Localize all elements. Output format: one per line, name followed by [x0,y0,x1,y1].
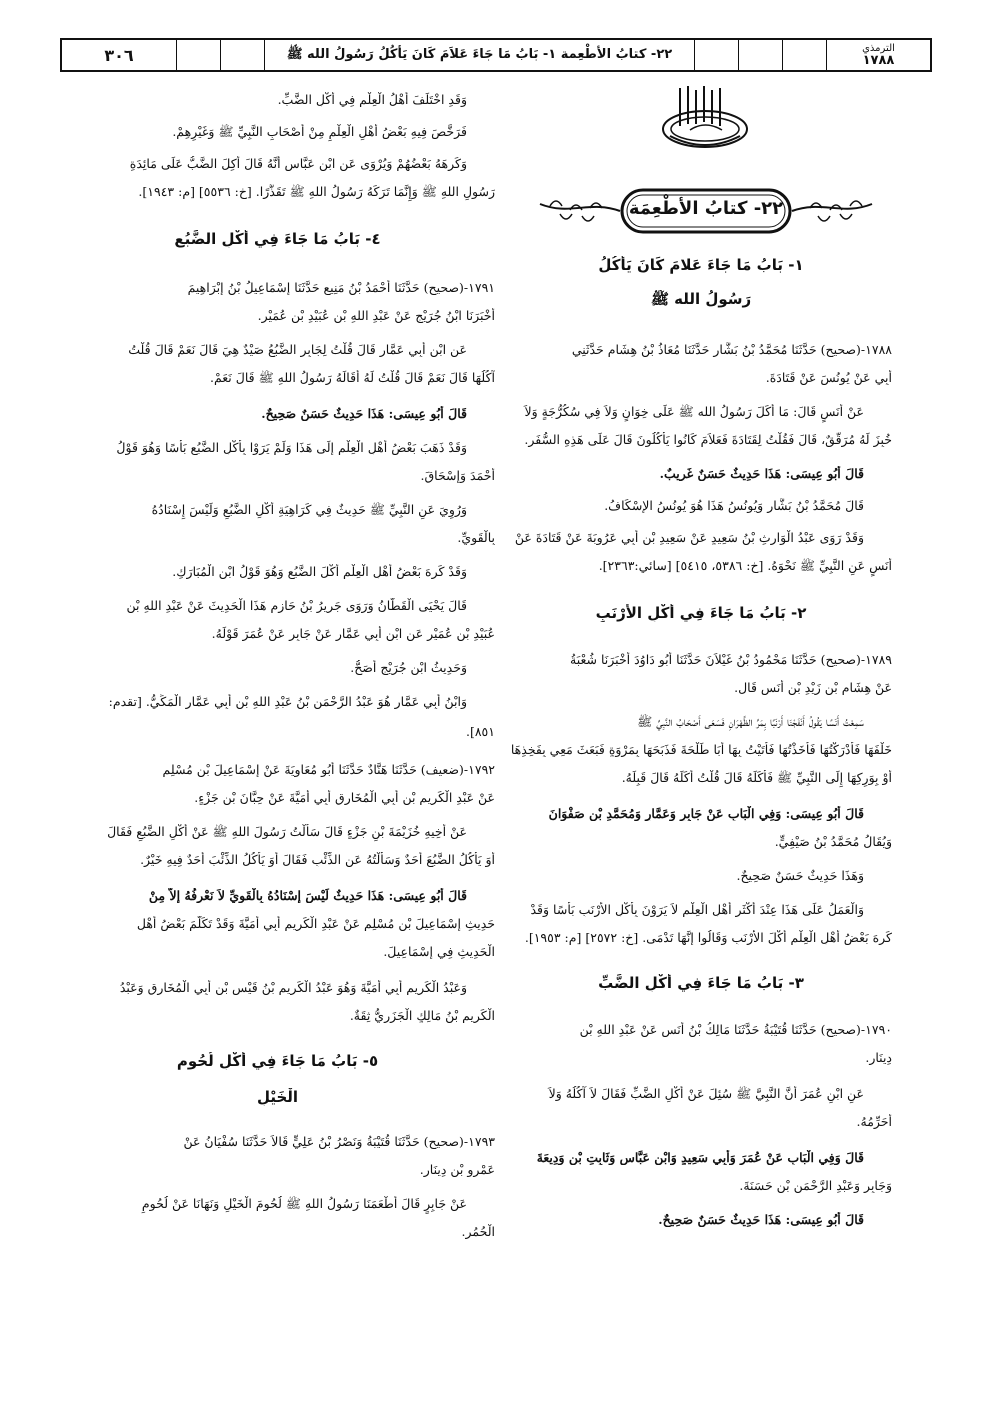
header-empty-cell [782,40,826,70]
hadith-1793-line: عَمْرِو بْنِ دِينَارٍ. [419,1162,495,1177]
hadith-1788-line: ١٧٨٨-(صحيح) حَدَّثَنَا مُحَمَّدُ بْنُ بَشَّارٍ حَدَّثَنَا مُعَاذُ بْنُ هِشَامٍ حَدَّثَنِي [571,342,892,357]
commentary-line: وَكَرِهَهُ بَعْضُهُمْ وَيُرْوَى عَنِ ابْنِ عَبَّاسٍ أَنَّهُ قَالَ أُكِلَ الضَّبُّ عَلَى مَائِدَةِ [129,156,467,171]
hadith-1790-line: ١٧٩٠-(صحيح) حَدَّثَنَا قُتَيْبَةُ حَدَّثَنَا مَالِكُ بْنُ أَنَسٍ عَنْ عَبْدِ اللهِ بْنِ [579,1022,892,1037]
hadith-1789-line: عَنْ هِشَامِ بْنِ زَيْدِ بْنِ أَنَسٍ قَال. [734,680,892,695]
commentary-line: وَرُوِيَ عَنِ النَّبِيِّ ﷺ حَدِيثٌ فِي كَرَاهِيَةِ أَكْلِ الضَّبُعِ وَلَيْسَ إِسْنَادُهُ [151,502,467,517]
bab-4-heading: ٤- بَابُ مَا جَاءَ فِي أَكْلِ الضَّبُعِ [174,230,381,248]
hadith-1792-line: ١٧٩٢-(ضعيف) حَدَّثَنَا هَنَّادٌ حَدَّثَنَا أَبُو مُعَاوِيَةَ عَنْ إِسْمَاعِيلَ بْنِ مُسْلِمٍ [162,762,495,777]
hadith-1793-matn: الْحُمُرِ. [461,1224,495,1239]
header-empty-cell [694,40,738,70]
commentary-line: وَالْعَمَلُ عَلَى هَذَا عِنْدَ أَكْثَرِ أَهْلِ الْعِلْمِ لاَ يَرَوْنَ بِأَكْلِ الأَرْنَبِ بَأْسًا وَقَدْ [530,902,864,917]
commentary-line: قَالَ يَحْيَى الْقَطَّانُ وَرَوَى جَرِيرُ بْنُ حَازِمٍ هَذَا الْحَدِيثَ عَنْ عَبْدِ اللهِ بْنِ [126,598,467,613]
hadith-1789-matn: أَوْ بِوَرِكِهَا إِلَى النَّبِيِّ ﷺ فَأَكَلَهُ قَالَ قُلْتُ أَكَلَهُ قَالَ قَبِلَهُ. [621,770,892,785]
hadith-1791-matn: عَنِ ابْنِ أَبِي عَمَّارٍ قَالَ قُلْتُ لِجَابِرٍ الضَّبُعُ صَيْدٌ هِيَ قَالَ نَعَمْ قَالَ قُلْتُ [128,342,467,357]
header-reference [826,40,930,70]
commentary-line: وَيُقَالُ مُحَمَّدُ بْنُ صَيْفِيٍّ. [774,834,892,849]
hadith-1789-matn: سَمِعْتُ أَنَسًا يَقُولُ أَنْفَجْنَا أَرْنَبًا بِمَرِّ الظَّهْرَانِ فَسَعَى أَصْحَابُ النَّبِيِّ ﷺ [637,714,864,729]
abu-isa-comment: قَالَ أَبُو عِيسَى: هَذَا حَدِيثٌ حَسَنٌ غَرِيبٌ. [659,466,864,481]
hadith-1790-line: دِينَارٍ. [865,1050,892,1065]
commentary-line: وَجَابِرٍ وَعَبْدِ الرَّحْمَنِ بْنِ حَسَنَةَ. [739,1178,892,1193]
header-hadith-range: ١٧٨٨ [862,53,895,68]
hadith-1790-matn: أُحَرِّمُهُ. [856,1114,892,1129]
hadith-1793-line: ١٧٩٣-(صحيح) حَدَّثَنَا قُتَيْبَةُ وَنَصْرُ بْنُ عَلِيٍّ قَالاَ حَدَّثَنَا سُفْيَانُ عَنْ [183,1134,495,1149]
commentary-line: أَنَسٍ عَنِ النَّبِيِّ ﷺ نَحْوَهُ. [خ: ٥٣٨٦، ٥٤١٥] [سائي:٢٣٦٣]. [598,558,892,573]
bab-2-heading: ٢- بَابُ مَا جَاءَ فِي أَكْلِ الأَرْنَبِ [595,604,807,622]
abu-isa-comment: قَالَ أَبُو عِيسَى: هَذَا حَدِيثٌ حَسَنٌ صَحِيحٌ. [261,406,467,421]
commentary-line: حَدِيثِ إِسْمَاعِيلَ بْنِ مُسْلِمٍ عَنْ عَبْدِ الْكَرِيمِ أَبِي أُمَيَّةَ وَقَدْ تَكَلَّمَ بَعْضُ أَهْلِ [136,916,495,931]
commentary-line: وَحَدِيثُ ابْنِ جُرَيْجٍ أَصَحُّ. [350,660,467,675]
hadith-1792-matn: عَنْ أَخِيهِ خُزَيْمَةَ بْنِ جَزْءٍ قَالَ سَأَلْتُ رَسُولَ اللهِ ﷺ عَنْ أَكْلِ الضَّبُعِ فَقَالَ [107,824,467,839]
header-title: ٢٢- كتابُ الأطْعِمة ١- بَابُ مَا جَاءَ عَلاَمَ كَانَ يَأكُلُ رَسُولُ الله ﷺ [264,40,694,70]
bab-1-heading: ١- بَابُ مَا جَاءَ عَلامَ كَانَ يَأكُلُ [598,256,804,274]
right-column [510,84,892,1264]
bab-1-heading-cont: رَسُولُ الله ﷺ [650,290,752,308]
header-empty-cell [738,40,782,70]
header-book-name: الترمذي [862,43,895,54]
abu-isa-comment: قَالَ أَبُو عِيسَى: هَذَا حَدِيثٌ لَيْسَ إِسْنَادُهُ بِالْقَوِيِّ لاَ نَعْرِفُهُ إِلاَّ مِنْ [148,888,467,903]
hadith-1793-matn: عَنْ جَابِرٍ قَالَ أَطْعَمَنَا رَسُولُ اللهِ ﷺ لُحُومَ الْخَيْلِ وَنَهَانَا عَنْ لُحُومِ [141,1196,467,1211]
commentary-line: بِالْقَوِيِّ. [457,530,495,545]
abu-isa-comment: قَالَ أَبُو عِيسَى: وَفِي الْبَابِ عَنْ جَابِرٍ وَعَمَّارٍ وَمُحَمَّدِ بْنِ صَفْوَانَ [548,806,864,821]
hadith-1791-line: ١٧٩١-(صحيح) حَدَّثَنَا أَحْمَدُ بْنُ مَنِيعٍ حَدَّثَنَا إِسْمَاعِيلُ بْنُ إِبْرَاهِيمَ [187,280,495,295]
hadith-1788-matn: خُبِزَ لَهُ مُرَقَّقٌ، قَالَ فَقُلْتُ لِقَتَادَةَ فَعَلاَمَ كَانُوا يَأكُلُونَ قَالَ عَلَى هَذِهِ السُّفَرِ. [524,432,892,447]
commentary-line: وَقَدِ اخْتَلَفَ أَهْلُ الْعِلْمِ فِي أَكْلِ الضَّبِّ. [277,92,467,107]
commentary-line: الْحَدِيثِ فِي إِسْمَاعِيلَ. [383,944,495,959]
commentary-line: الْكَرِيمِ بْنُ مَالِكٍ الْجَزَرِيُّ ثِقَةٌ. [349,1008,495,1023]
commentary-line: وَقَدْ ذَهَبَ بَعْضُ أَهْلِ الْعِلْمِ إِلَى هَذَا وَلَمْ يَرَوْا بِأَكْلِ الضَّبُعِ بَأْسًا وَهُوَ قَوْلُ [116,440,467,455]
kitab-title: ٢٢- كتابُ الأطْعِمَة [628,198,784,219]
commentary-line: وَقَدْ كَرِهَ بَعْضُ أَهْلِ الْعِلْمِ أَكْلَ الضَّبُعِ وَهُوَ قَوْلُ ابْنِ الْمُبَارَكِ. [172,564,467,579]
commentary-line: وَهَذَا حَدِيثٌ حَسَنٌ صَحِيحٌ. [736,868,864,883]
hadith-1792-matn: أَوَ يَأْكُلُ الضَّبُعَ أَحَدٌ وَسَأَلْتُهُ عَنِ الذِّئْبِ فَقَالَ أَوَ يَأْكُلُ الذِّئْبَ أَحَدٌ فِيهِ خَيْرٌ. [140,852,495,867]
commentary-line: قَالَ مُحَمَّدُ بْنُ بَشَّارٍ وَيُونُسُ هَذَا هُوَ يُونُسُ الإِسْكَافُ. [604,498,864,513]
page-header [60,38,932,72]
commentary-line: كَرِهَ بَعْضُ أَهْلِ الْعِلْمِ أَكْلَ الأَرْنَبِ وَقَالُوا إِنَّهَا تَدْمَى. [خ: ٢٥٧٢] [م: ١٩٥٣]. [524,930,892,945]
hadith-1789-matn: خَلْفَهَا فَأَدْرَكْتُهَا فَأَخَذْتُهَا فَأَتَيْتُ بِهَا أَبَا طَلْحَةَ فَذَبَحَهَا بِمَرْوَةٍ فَبَعَثَ مَعِي بِفَخِذِهَا [510,742,892,757]
bab-5-heading-cont: الْخَيْلِ [256,1088,299,1106]
commentary-line: وَابْنُ أَبِي عَمَّارٍ هُوَ عَبْدُ الرَّحْمَنِ بْنُ عَبْدِ اللهِ بْنِ أَبِي عَمَّارٍ الْمَكِّيُّ. [تقدم: [108,694,467,709]
commentary-line: رَسُولِ اللهِ ﷺ وَإِنَّمَا تَرَكَهُ رَسُولُ اللهِ ﷺ تَقَذُّرًا. [خ: ٥٥٣٦] [م: ١٩٤٣]. [138,184,495,199]
hadith-1788-line: أَبِي عَنْ يُونُسَ عَنْ قَتَادَةَ. [765,370,892,385]
hadith-1789-line: ١٧٨٩-(صحيح) حَدَّثَنَا مَحْمُودُ بْنُ غَيْلاَنَ حَدَّثَنَا أَبُو دَاوُدَ أَخْبَرَنَا شُعْبَةُ [570,652,892,667]
hadith-1792-line: عَنْ عَبْدِ الْكَرِيمِ بْنِ أَبِي الْمُخَارِقِ أَبِي أُمَيَّةَ عَنْ حِبَّانَ بْنِ جَزْءٍ. [194,790,495,805]
left-column [60,84,495,1384]
abu-isa-comment: قَالَ وَفِي الْبَابِ عَنْ عُمَرَ وَأَبِي سَعِيدٍ وَابْنِ عَبَّاسٍ وَثَابِتِ بْنِ وَدِيعَةَ [536,1150,864,1165]
commentary-line: فَرَخَّصَ فِيهِ بَعْضُ أَهْلِ الْعِلْمِ مِنْ أَصْحَابِ النَّبِيِّ ﷺ وَغَيْرِهِمْ. [172,124,467,139]
hadith-1790-matn: عَنِ ابْنِ عُمَرَ أَنَّ النَّبِيَّ ﷺ سُئِلَ عَنْ أَكْلِ الضَّبِّ فَقَالَ لاَ آكُلُهُ وَلاَ [548,1086,864,1101]
commentary-line: ٨٥١]. [465,724,495,739]
hadith-1791-line: أَخْبَرَنَا ابْنُ جُرَيْجٍ عَنْ عَبْدِ اللهِ بْنِ عُبَيْدِ بْنِ عُمَيْرٍ. [257,308,495,323]
abu-isa-comment: قَالَ أَبُو عِيسَى: هَذَا حَدِيثٌ حَسَنٌ صَحِيحٌ. [658,1212,864,1227]
header-empty-cell [220,40,264,70]
hadith-1788-matn: عَنْ أَنَسٍ قَالَ: مَا أَكَلَ رَسُولُ الله ﷺ عَلَى خِوَانٍ وَلاَ فِي سُكُرُّجَةٍ وَلاَ [524,404,864,419]
commentary-line: عُبَيْدِ بْنِ عُمَيْرٍ عَنِ ابْنِ أَبِي عَمَّارٍ عَنْ جَابِرٍ عَنْ عُمَرَ قَوْلَهُ. [211,626,495,641]
bab-3-heading: ٣- بَابُ مَا جَاءَ فِي أَكْلِ الضَّبِّ [598,974,804,992]
bab-5-heading: ٥- بَابُ مَا جَاءَ فِي أَكْلِ لُحُومِ [176,1052,379,1070]
page-number: ٣٠٦ [104,45,134,65]
commentary-line: وَقَدْ رَوَى عَبْدُ الْوَارِثِ بْنُ سَعِيدٍ عَنْ سَعِيدِ بْنِ أَبِي عَرُوبَةَ عَنْ قَتَادَةَ عَنْ [514,530,864,545]
hadith-1791-matn: آكُلُهَا قَالَ نَعَمْ قَالَ قُلْتُ لَهُ أَقَالَهُ رَسُولُ اللهِ ﷺ قَالَ نَعَمْ. [209,370,495,385]
header-empty-cell [176,40,220,70]
commentary-line: أَحْمَدَ وَإِسْحَاقَ. [420,468,495,483]
commentary-line: وَعَبْدُ الْكَرِيمِ أَبِي أُمَيَّةَ وَهُوَ عَبْدُ الْكَرِيمِ بْنُ قَيْسِ بْنِ أَبِي الْمُخَارِقِ وَعَبْدُ [119,980,467,995]
